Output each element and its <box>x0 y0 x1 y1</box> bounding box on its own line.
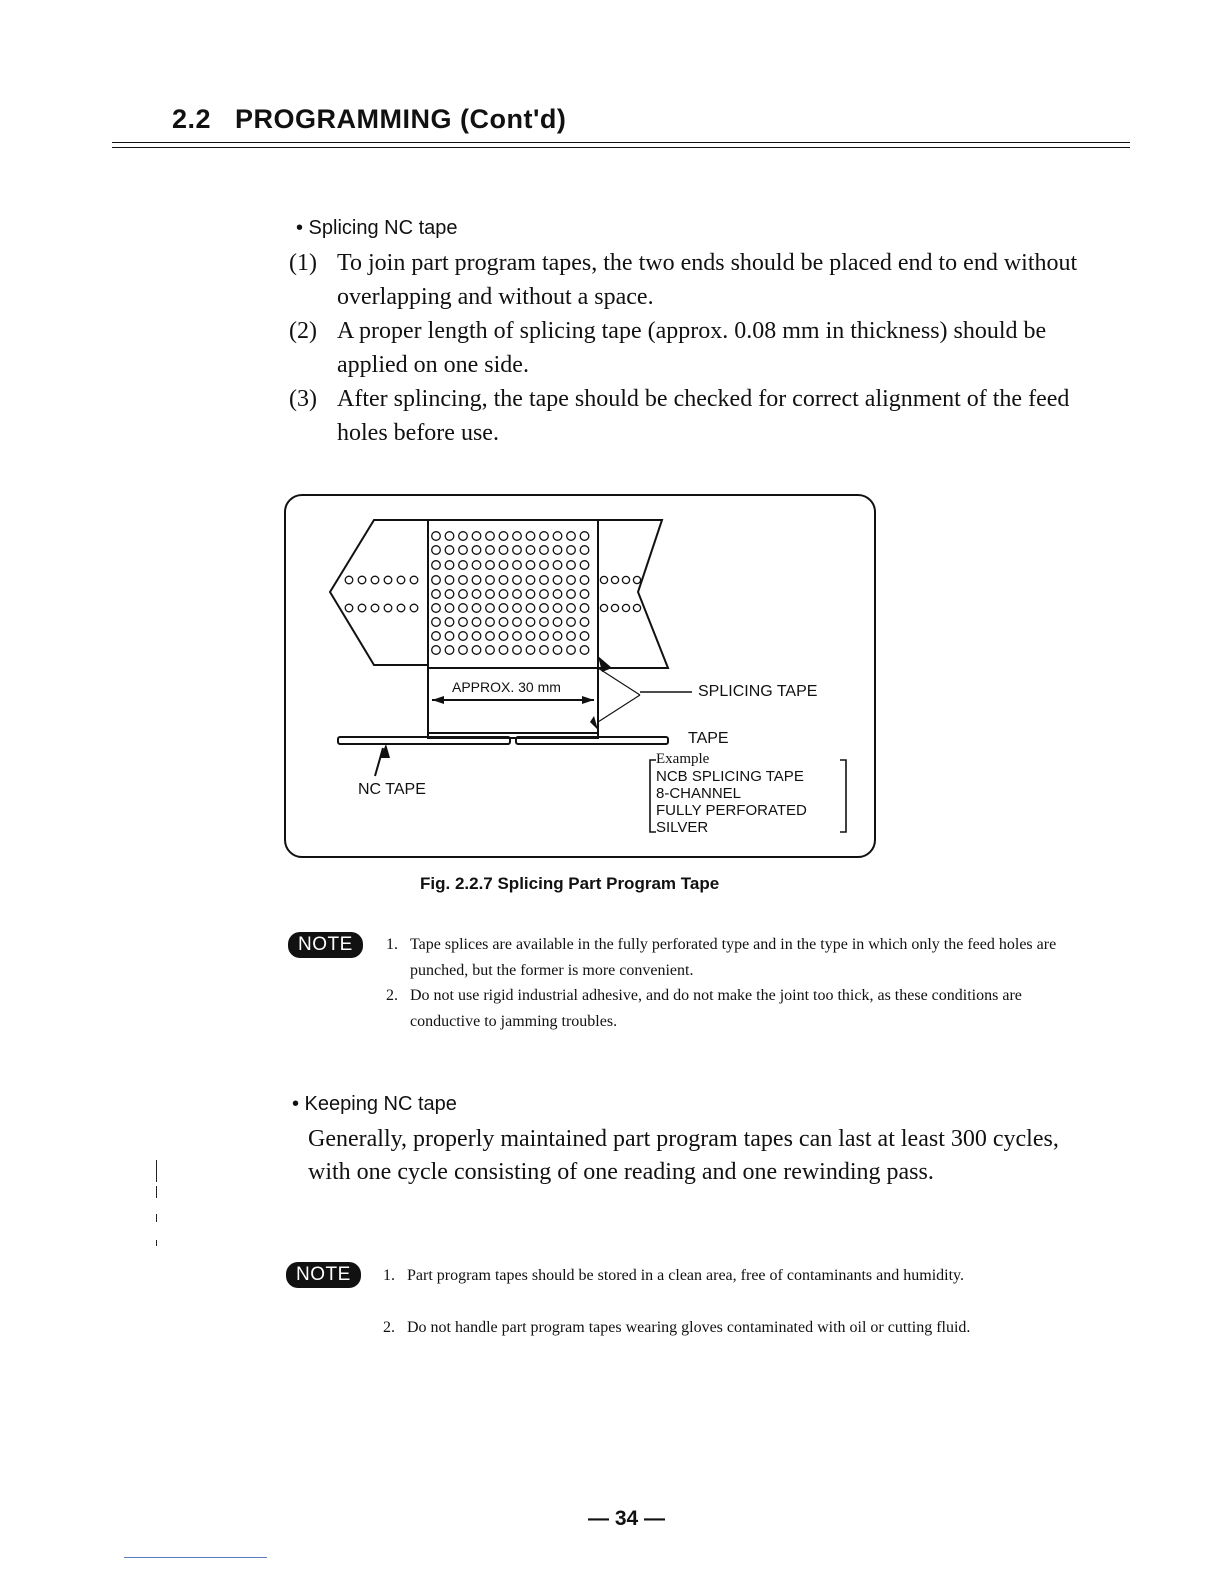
feed-hole <box>445 604 454 613</box>
feed-hole <box>432 632 441 641</box>
feed-hole <box>472 590 481 599</box>
page-number: — 34 — <box>588 1507 666 1530</box>
feed-hole <box>553 532 562 541</box>
feed-hole <box>540 604 549 613</box>
note1-item-1 <box>386 932 1086 984</box>
feed-hole <box>499 618 508 627</box>
feed-hole <box>513 576 522 585</box>
section-title-text: PROGRAMMING (Cont'd) <box>235 104 567 134</box>
feed-hole <box>567 618 576 627</box>
note1-item-1-text: Tape splices are available in the fully perforated type and in the type in which only the feed holes are punched, but the former is more convenient. <box>410 936 1057 979</box>
feed-hole <box>526 532 535 541</box>
feed-hole <box>580 618 589 627</box>
feed-hole <box>432 532 441 541</box>
feed-hole <box>540 546 549 555</box>
feed-hole <box>553 604 562 613</box>
step-1-text: To join part program tapes, the two ends should be placed end to end without overlapping and without a space. <box>337 250 1078 310</box>
note-badge-1: NOTE <box>288 932 363 958</box>
feed-hole <box>486 532 495 541</box>
feed-hole <box>633 604 640 611</box>
feed-hole <box>432 561 441 570</box>
feed-hole <box>499 632 508 641</box>
feed-hole <box>445 576 454 585</box>
feed-hole <box>540 646 549 655</box>
feed-hole <box>432 604 441 613</box>
feed-hole <box>600 604 607 611</box>
example-line-1: Example <box>656 751 710 767</box>
splicing-pointer-lower <box>598 695 640 722</box>
feed-hole <box>553 590 562 599</box>
feed-hole <box>513 618 522 627</box>
feed-hole <box>459 604 468 613</box>
feed-hole <box>445 646 454 655</box>
feed-hole <box>567 561 576 570</box>
feed-hole <box>567 646 576 655</box>
note1-item-2-text: Do not use rigid industrial adhesive, and do not make the joint too thick, as these conditions are conductive to jamming troubles. <box>410 987 1022 1030</box>
feed-hole <box>499 532 508 541</box>
feed-hole <box>526 646 535 655</box>
feed-hole <box>622 604 629 611</box>
feed-hole <box>486 632 495 641</box>
feed-hole <box>345 604 353 612</box>
margin-mark-4 <box>156 1240 157 1246</box>
feed-hole <box>513 561 522 570</box>
feed-hole <box>432 646 441 655</box>
feed-hole <box>513 590 522 599</box>
feed-hole <box>540 632 549 641</box>
feed-hole <box>459 618 468 627</box>
feed-hole <box>486 576 495 585</box>
feed-hole <box>513 604 522 613</box>
feed-hole <box>611 576 618 583</box>
feed-hole <box>499 590 508 599</box>
margin-mark-3 <box>156 1214 157 1222</box>
feed-hole <box>486 618 495 627</box>
feed-hole <box>459 646 468 655</box>
note2-item-1-text: Part program tapes should be stored in a clean area, free of contaminants and humidity. <box>407 1267 964 1284</box>
feed-hole <box>526 576 535 585</box>
feed-hole <box>432 546 441 555</box>
feed-hole <box>526 632 535 641</box>
feed-hole <box>553 576 562 585</box>
feed-hole <box>567 604 576 613</box>
feed-hole <box>526 590 535 599</box>
tape-label: TAPE <box>688 730 729 747</box>
feed-hole <box>472 546 481 555</box>
feed-hole <box>397 576 405 584</box>
feed-hole <box>580 561 589 570</box>
feed-hole <box>540 618 549 627</box>
feed-hole <box>567 632 576 641</box>
note2-item-1 <box>383 1263 1073 1289</box>
feed-hole <box>580 546 589 555</box>
feed-hole <box>459 532 468 541</box>
feed-hole <box>445 546 454 555</box>
dimension-arrowhead-right <box>582 696 594 704</box>
note2-item-1-number: 1. <box>383 1267 395 1284</box>
feed-hole <box>345 576 353 584</box>
feed-hole <box>445 561 454 570</box>
feed-hole <box>526 604 535 613</box>
feed-hole <box>499 576 508 585</box>
feed-hole <box>432 618 441 627</box>
note-badge-2: NOTE <box>286 1262 361 1288</box>
dimension-arrowhead-left <box>432 696 444 704</box>
feed-hole <box>622 576 629 583</box>
feed-hole <box>459 632 468 641</box>
feed-hole <box>371 604 379 612</box>
feed-hole <box>410 576 418 584</box>
feed-hole <box>567 576 576 585</box>
feed-hole <box>526 618 535 627</box>
feed-hole <box>472 632 481 641</box>
feed-hole <box>540 561 549 570</box>
splicing-heading: • Splicing NC tape <box>296 217 458 239</box>
feed-hole <box>553 561 562 570</box>
nc-tape-label: NC TAPE <box>358 781 426 798</box>
feed-hole <box>553 618 562 627</box>
note1-item-2-number: 2. <box>386 987 398 1004</box>
feed-hole <box>553 632 562 641</box>
feed-hole <box>472 576 481 585</box>
feed-hole <box>580 532 589 541</box>
feed-hole <box>445 532 454 541</box>
feed-hole <box>567 532 576 541</box>
step-2-number: (2) <box>289 318 317 344</box>
feed-hole <box>513 632 522 641</box>
feed-hole <box>611 604 618 611</box>
figure-caption: Fig. 2.2.7 Splicing Part Program Tape <box>420 874 720 893</box>
feed-hole <box>540 532 549 541</box>
note1-item-2 <box>386 983 1086 1035</box>
feed-hole <box>472 532 481 541</box>
step-3-text: After splincing, the tape should be checked for correct alignment of the feed holes before use. <box>337 386 1070 446</box>
feed-hole <box>459 590 468 599</box>
splicing-pointer-upper <box>598 668 640 695</box>
example-line-3: 8-CHANNEL <box>656 785 742 802</box>
feed-hole <box>553 646 562 655</box>
feed-hole <box>410 604 418 612</box>
keeping-paragraph: Generally, properly maintained part program tapes can last at least 300 cycles, with one cycle consisting of one reading and one rewinding pass. <box>308 1126 1059 1185</box>
margin-mark-2 <box>156 1186 157 1198</box>
nc-tape-pointer <box>375 748 383 776</box>
splicing-tape-label: SPLICING TAPE <box>698 683 818 700</box>
feed-hole <box>459 546 468 555</box>
step-2-text: A proper length of splicing tape (approx. 0.08 mm in thickness) should be applied on one side. <box>337 318 1047 378</box>
feed-holes <box>345 532 640 655</box>
feed-hole <box>486 561 495 570</box>
note2-item-2 <box>383 1315 1073 1341</box>
feed-hole <box>580 590 589 599</box>
feed-hole <box>472 646 481 655</box>
section-number: 2.2 <box>172 104 212 134</box>
feed-hole <box>384 604 392 612</box>
feed-hole <box>358 604 366 612</box>
feed-hole <box>472 561 481 570</box>
example-spec <box>656 751 807 836</box>
feed-hole <box>526 561 535 570</box>
feed-hole <box>459 576 468 585</box>
feed-hole <box>540 590 549 599</box>
feed-hole <box>580 632 589 641</box>
feed-hole <box>486 590 495 599</box>
feed-hole <box>580 576 589 585</box>
feed-hole <box>445 632 454 641</box>
feed-hole <box>540 576 549 585</box>
feed-hole <box>445 618 454 627</box>
example-bracket-right <box>840 760 846 832</box>
approx-label: APPROX. 30 mm <box>452 679 561 695</box>
example-line-4: FULLY PERFORATED <box>656 802 807 819</box>
feed-hole <box>580 646 589 655</box>
step-3-number: (3) <box>289 386 317 412</box>
feed-hole <box>567 546 576 555</box>
feed-hole <box>513 546 522 555</box>
note2-item-2-text: Do not handle part program tapes wearing gloves contaminated with oil or cutting fluid. <box>407 1319 971 1336</box>
note1-item-1-number: 1. <box>386 936 398 953</box>
feed-hole <box>486 646 495 655</box>
feed-hole <box>358 576 366 584</box>
splicing-arrowhead-bottom <box>590 716 598 730</box>
example-line-5: SILVER <box>656 819 709 836</box>
left-tape-outline <box>330 520 428 665</box>
right-tape-outline <box>598 520 668 668</box>
feed-hole <box>499 546 508 555</box>
feed-hole <box>553 546 562 555</box>
footer-rule <box>124 1557 267 1558</box>
note2-item-2-number: 2. <box>383 1319 395 1336</box>
feed-hole <box>499 604 508 613</box>
feed-hole <box>472 618 481 627</box>
feed-hole <box>600 576 607 583</box>
feed-hole <box>486 604 495 613</box>
feed-hole <box>580 604 589 613</box>
feed-hole <box>459 561 468 570</box>
feed-hole <box>513 532 522 541</box>
feed-hole <box>445 590 454 599</box>
feed-hole <box>472 604 481 613</box>
feed-hole <box>499 561 508 570</box>
step-1-number: (1) <box>289 250 317 276</box>
feed-hole <box>432 576 441 585</box>
feed-hole <box>384 576 392 584</box>
feed-hole <box>567 590 576 599</box>
feed-hole <box>371 576 379 584</box>
feed-hole <box>526 546 535 555</box>
feed-hole <box>486 546 495 555</box>
feed-hole <box>513 646 522 655</box>
feed-hole <box>633 576 640 583</box>
feed-hole <box>432 590 441 599</box>
example-line-2: NCB SPLICING TAPE <box>656 768 804 785</box>
margin-mark-1 <box>156 1160 157 1182</box>
keeping-heading: • Keeping NC tape <box>292 1093 457 1115</box>
feed-hole <box>499 646 508 655</box>
feed-hole <box>397 604 405 612</box>
